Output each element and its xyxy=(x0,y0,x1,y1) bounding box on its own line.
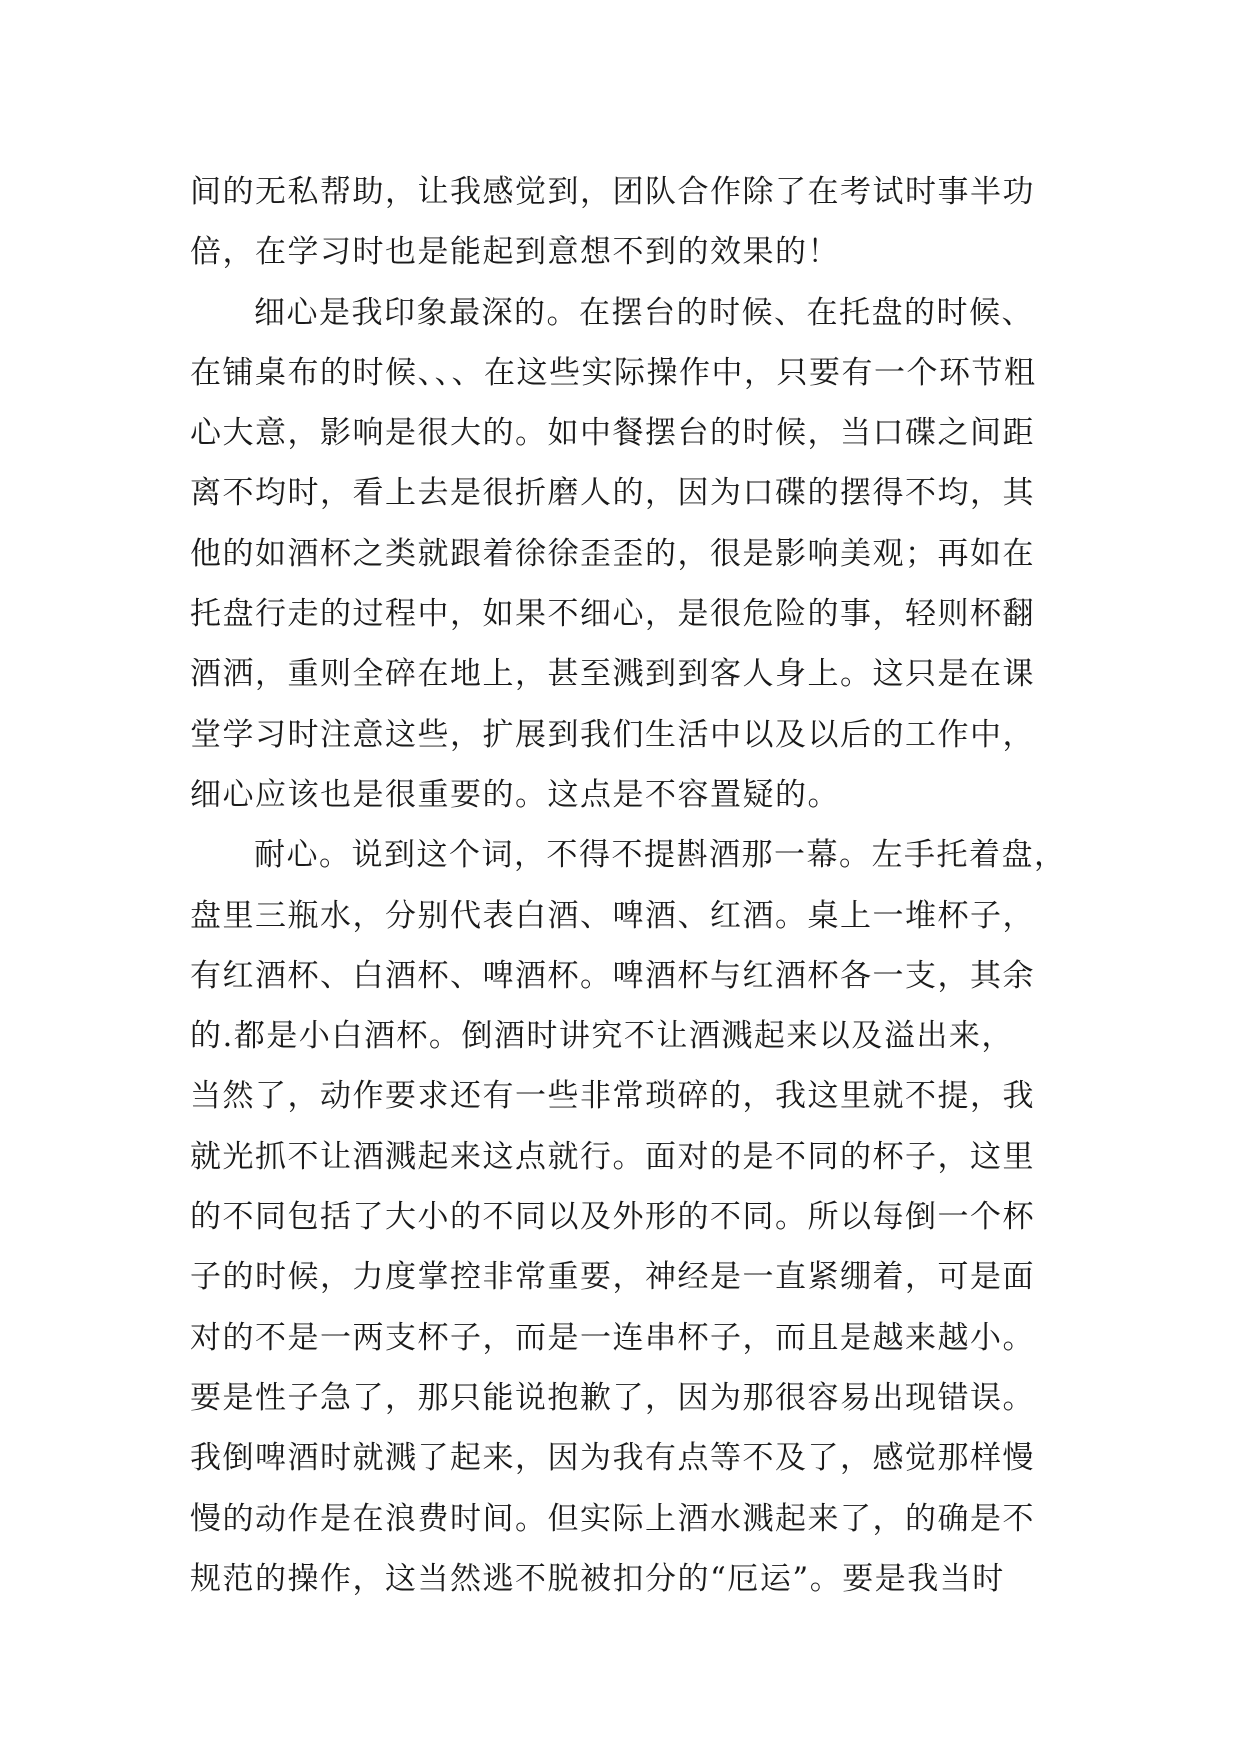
text-line: 子的时候，力度掌控非常重要，神经是一直紧绷着，可是面 xyxy=(190,1259,1035,1296)
text-line: 堂学习时注意这些，扩展到我们生活中以及以后的工作中， xyxy=(190,716,1035,753)
text-line: 盘里三瓶水，分别代表白酒、啤酒、红酒。桌上一堆杯子， xyxy=(190,897,1035,934)
text-line: 慢的动作是在浪费时间。但实际上酒水溅起来了，的确是不 xyxy=(190,1500,1035,1537)
text-line: 规范的操作，这当然逃不脱被扣分的“厄运”。要是我当时 xyxy=(190,1560,1005,1597)
text-line: 倍，在学习时也是能起到意想不到的效果的！ xyxy=(190,234,840,271)
text-line: 有红酒杯、白酒杯、啤酒杯。啤酒杯与红酒杯各一支，其余 xyxy=(190,957,1035,994)
text-line: 当然了，动作要求还有一些非常琐碎的，我这里就不提，我 xyxy=(190,1078,1035,1115)
text-line: 我倒啤酒时就溅了起来，因为我有点等不及了，感觉那样慢 xyxy=(190,1440,1035,1477)
text-line: 就光抓不让酒溅起来这点就行。面对的是不同的杯子，这里 xyxy=(190,1138,1035,1175)
text-line: 托盘行走的过程中，如果不细心，是很危险的事，轻则杯翻 xyxy=(190,596,1035,633)
text-line: 他的如酒杯之类就跟着徐徐歪歪的，很是影响美观；再如在 xyxy=(190,535,1035,572)
text-line: 离不均时，看上去是很折磨人的，因为口碟的摆得不均，其 xyxy=(190,475,1035,512)
text-line: 要是性子急了，那只能说抱歉了，因为那很容易出现错误。 xyxy=(190,1379,1035,1416)
text-line: 在铺桌布的时候、、、在这些实际操作中，只要有一个环节粗 xyxy=(190,354,1037,391)
text-line: 心大意，影响是很大的。如中餐摆台的时候，当口碟之间距 xyxy=(190,415,1035,452)
text-line: 间的无私帮助，让我感觉到，团队合作除了在考试时事半功 xyxy=(190,174,1035,210)
text-line: 对的不是一两支杯子，而是一连串杯子，而且是越来越小。 xyxy=(190,1319,1035,1356)
text-line: 细心应该也是很重要的。这点是不容置疑的。 xyxy=(190,776,840,813)
paragraph-first-line: 细心是我印象最深的。在摆台的时候、在托盘的时候、 xyxy=(254,294,1034,331)
text-line: 的不同包括了大小的不同以及外形的不同。所以每倒一个杯 xyxy=(190,1199,1035,1236)
paragraph-first-line: 耐心。说到这个词，不得不提斟酒那一幕。左手托着盘， xyxy=(254,837,1067,874)
text-line: 酒洒，重则全碎在地上，甚至溅到到客人身上。这只是在课 xyxy=(190,656,1035,693)
text-line: 的.都是小白酒杯。倒酒时讲究不让酒溅起来以及溢出来， xyxy=(190,1018,1014,1055)
body-text xyxy=(190,162,1067,1609)
